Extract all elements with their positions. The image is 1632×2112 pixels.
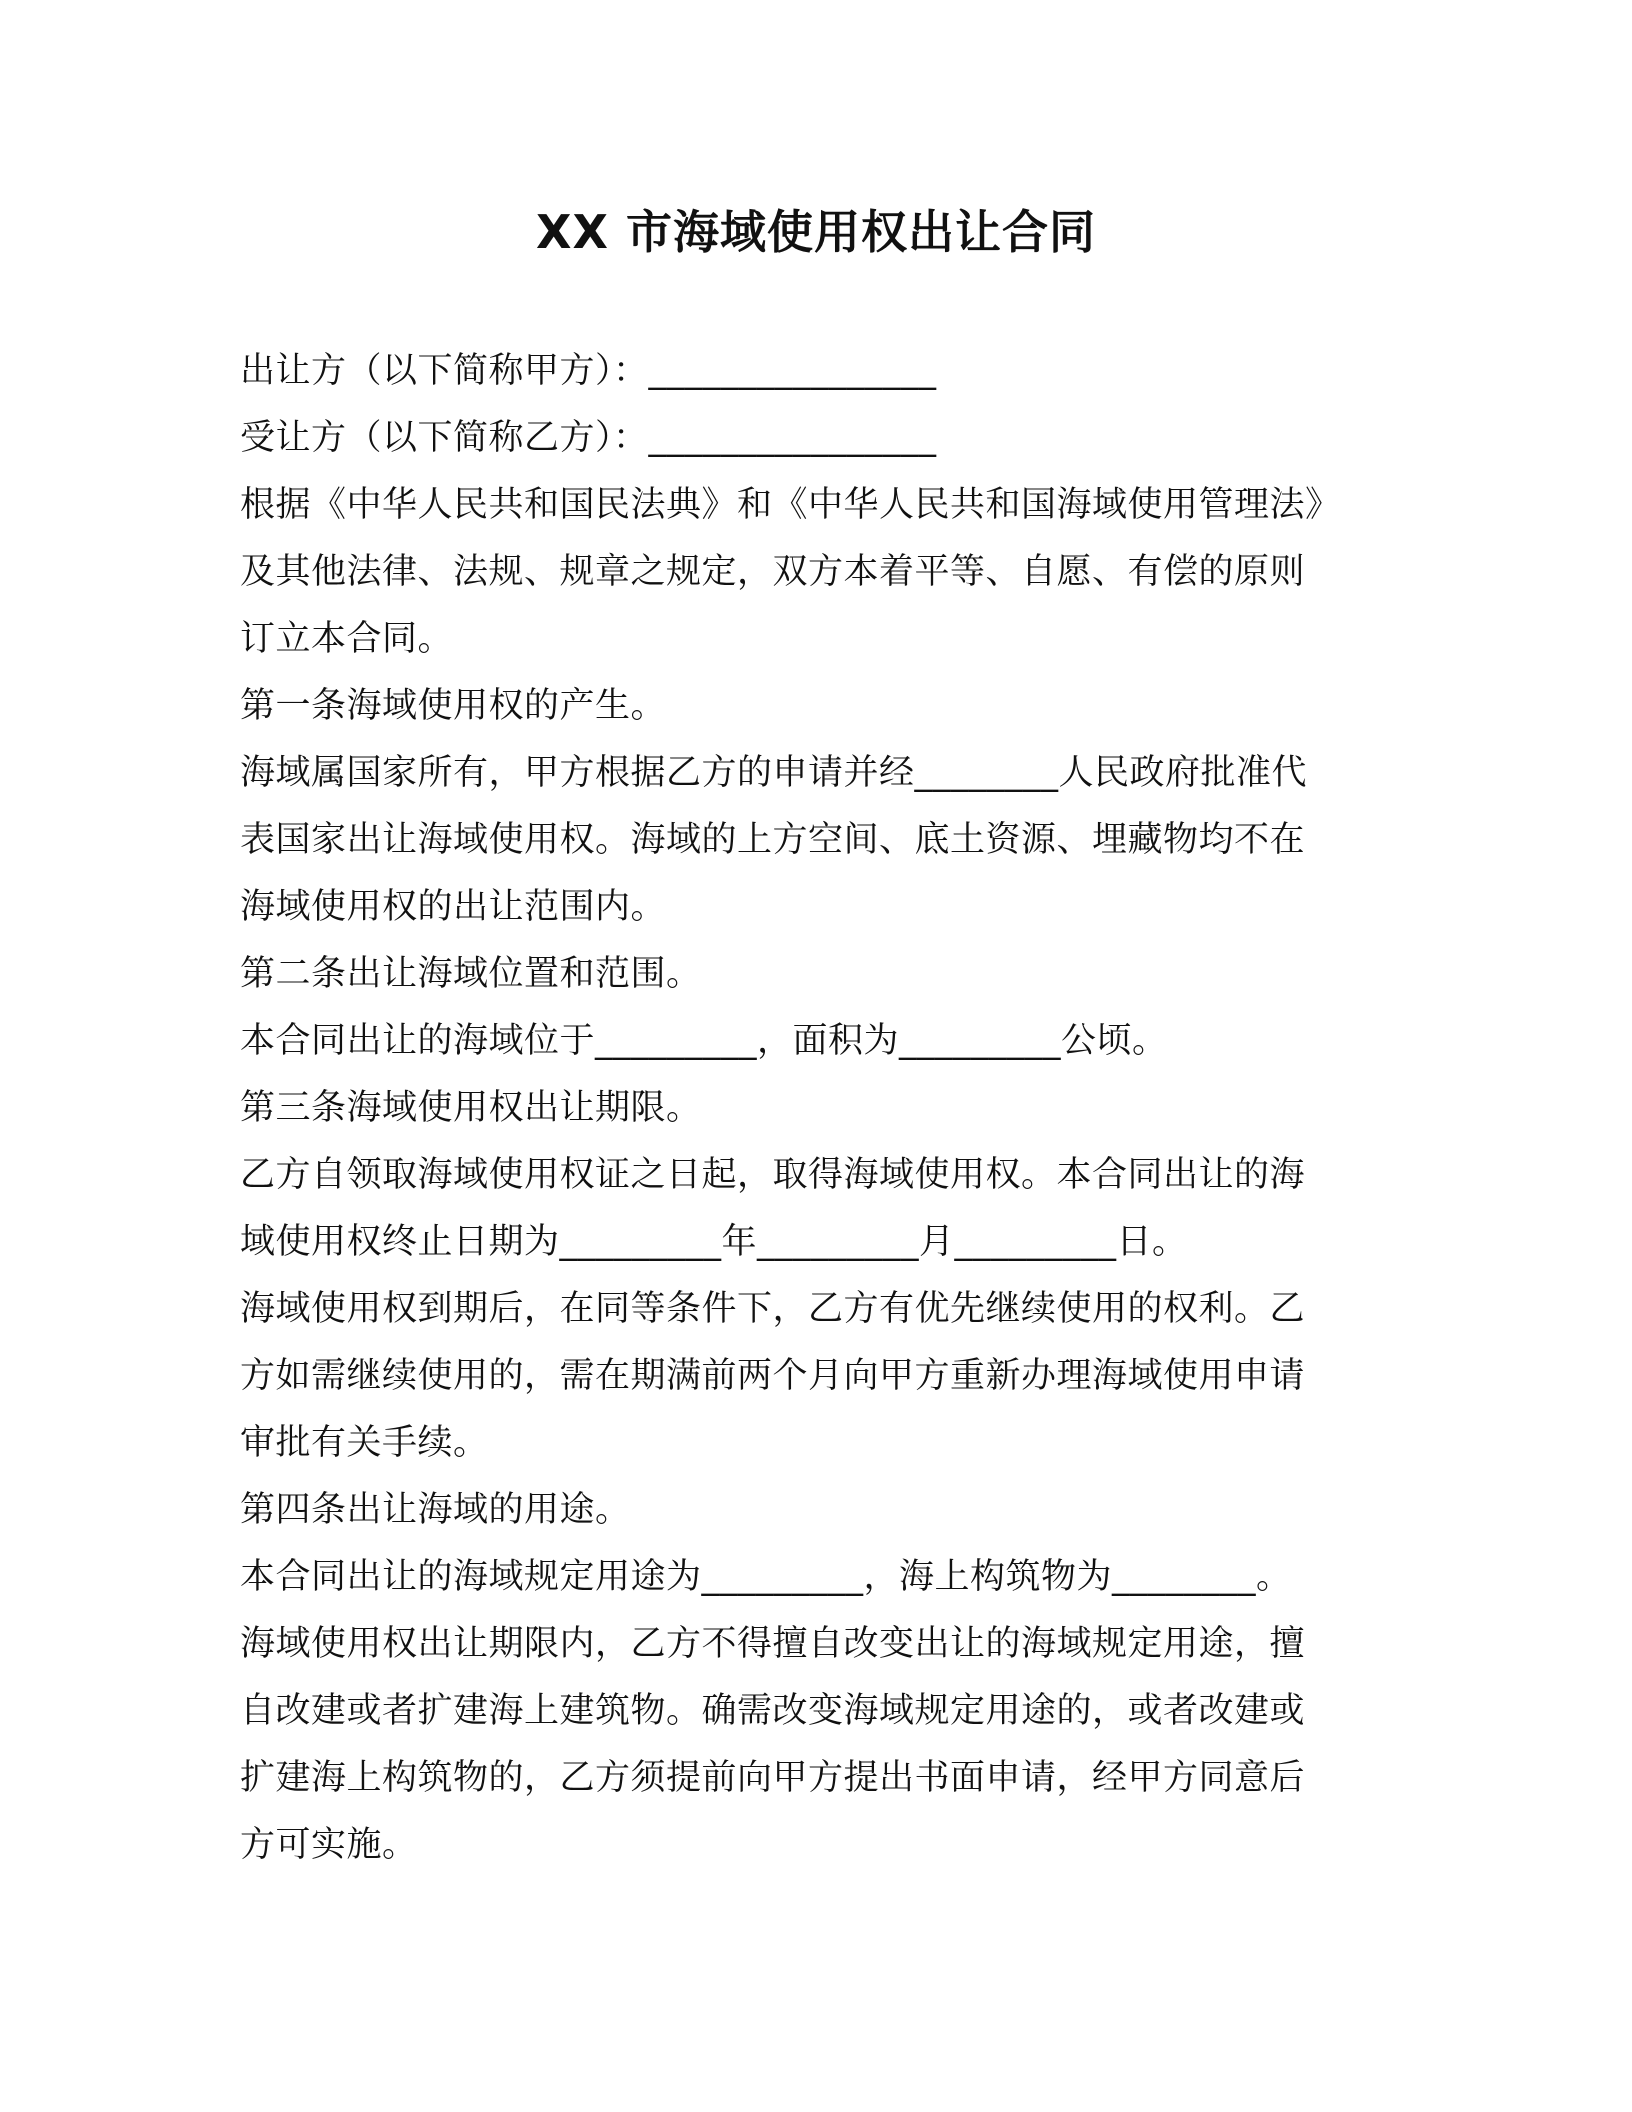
article-4-text: 自改建或者扩建海上建筑物。确需改变海域规定用途的，或者改建或: [240, 1691, 1306, 1731]
document-title: XX 市海域使用权出让合同: [536, 205, 1096, 259]
party-a-line: 出让方（以下简称甲方）：________________: [240, 351, 937, 391]
document-body: [240, 338, 1400, 1879]
article-2-text: 本合同出让的海域位于_________，面积为_________公顷。: [240, 1021, 1168, 1061]
article-2-heading: 第二条出让海域位置和范围。: [240, 954, 702, 994]
party-b-line: 受让方（以下简称乙方）：________________: [240, 418, 937, 458]
article-4-text: 海域使用权出让期限内，乙方不得擅自改变出让的海域规定用途，擅: [240, 1624, 1306, 1664]
article-1-text: 海域属国家所有，甲方根据乙方的申请并经________人民政府批准代: [240, 753, 1308, 793]
article-1-heading: 第一条海域使用权的产生。: [240, 686, 667, 726]
article-4-heading: 第四条出让海域的用途。: [240, 1490, 631, 1530]
article-4-text: 扩建海上构筑物的，乙方须提前向甲方提出书面申请，经甲方同意后: [240, 1758, 1306, 1798]
article-3-text: 海域使用权到期后，在同等条件下，乙方有优先继续使用的权利。乙: [240, 1289, 1306, 1329]
article-1-text: 表国家出让海域使用权。海域的上方空间、底土资源、埋藏物均不在: [240, 820, 1306, 860]
article-3-heading: 第三条海域使用权出让期限。: [240, 1088, 702, 1128]
article-3-text: 方如需继续使用的，需在期满前两个月向甲方重新办理海域使用申请: [240, 1356, 1306, 1396]
preamble-line: 及其他法律、法规、规章之规定，双方本着平等、自愿、有偿的原则: [240, 552, 1306, 592]
preamble-line: 订立本合同。: [240, 619, 454, 659]
article-3-text: 域使用权终止日期为_________年_________月_________日。: [240, 1222, 1188, 1262]
article-4-text: 本合同出让的海域规定用途为_________，海上构筑物为________。: [240, 1557, 1292, 1597]
article-3-text: 审批有关手续。: [240, 1423, 489, 1463]
preamble-line: 根据《中华人民共和国民法典》和《中华人民共和国海域使用管理法》: [240, 485, 1341, 525]
article-3-text: 乙方自领取海域使用权证之日起，取得海域使用权。本合同出让的海: [240, 1155, 1306, 1195]
article-1-text: 海域使用权的出让范围内。: [240, 887, 667, 927]
article-4-text: 方可实施。: [240, 1825, 418, 1865]
